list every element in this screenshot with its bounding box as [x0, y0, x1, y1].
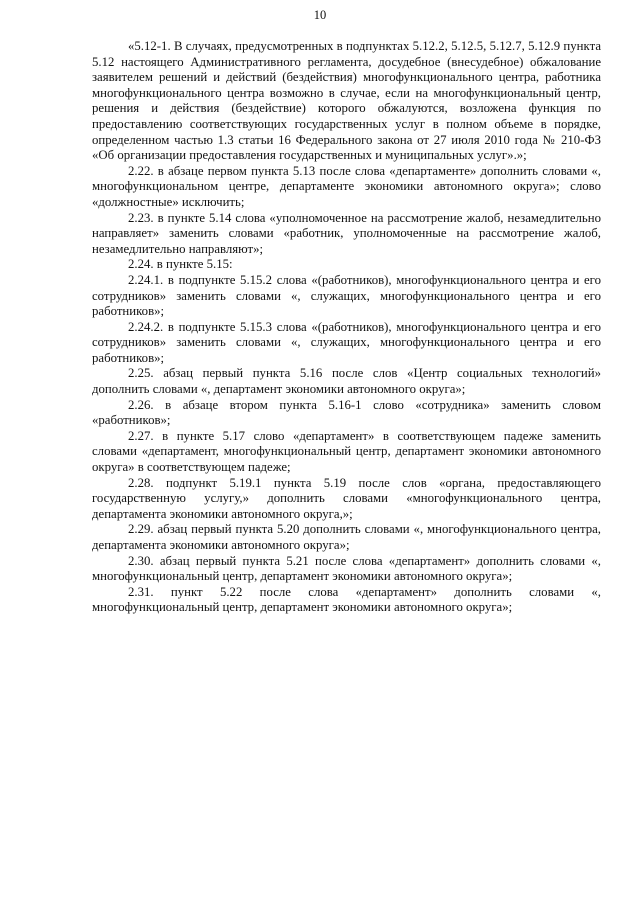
- page-number: 10: [313, 8, 327, 22]
- paragraph-2-24-1: 2.24.1. в подпункте 5.15.2 слова «(работников), многофункционального центра и его сотрудников» заменить словами «, служащих, многофункционального центра и его работников»;: [92, 272, 601, 319]
- paragraph-2-26: 2.26. в абзаце втором пункта 5.16-1 слово «сотрудника» заменить словом «работников»;: [92, 397, 601, 428]
- paragraph-2-29: 2.29. абзац первый пункта 5.20 дополнить словами «, многофункционального центра, департамента экономики автономного округа»;: [92, 522, 601, 552]
- paragraph-2-25: 2.25. абзац первый пункта 5.16 после слов «Центр социальных технологий» дополнить словами «, департамент экономики автономного округа»;: [92, 366, 601, 397]
- paragraph-2-27: 2.27. в пункте 5.17 слово «департамент» в соответствующем падеже заменить словами «департамент, многофункциональный центр, департамент экономики автономного округа» в соответствующем падеже;: [92, 428, 601, 475]
- paragraph-2-24-2: 2.24.2. в подпункте 5.15.3 слова «(работников), многофункционального центра и его сотрудников» заменить словами «, служащих, многофункционального центра и его работников»;: [92, 319, 601, 365]
- paragraph-2-23: 2.23. в пункте 5.14 слова «уполномоченное на рассмотрение жалоб, незамедлительно направляет» заменить словами «работник, уполномоченные на рассмотрение жалоб, незамедлительно направляют»;: [92, 210, 601, 256]
- paragraph-2-24: 2.24. в пункте 5.15:: [128, 257, 233, 272]
- paragraph-2-30: 2.30. абзац первый пункта 5.21 после слова «департамент» дополнить словами «, многофункциональный центр, департамент экономики автономного округа»;: [92, 553, 601, 584]
- paragraph-2-31: 2.31. пункт 5.22 после слова «департамент» дополнить словами «, многофункциональный центр, департамент экономики автономного округа»;: [92, 584, 601, 615]
- paragraph-2-22: 2.22. в абзаце первом пункта 5.13 после слова «департаменте» дополнить словами «, многофункциональном центре, департаменте экономики автономного округа»; слово «должностные» исключить;: [92, 163, 601, 209]
- document-body: [92, 39, 601, 616]
- paragraph-2-28: 2.28. подпункт 5.19.1 пункта 5.19 после слов «органа, предоставляющего государственную услугу,» дополнить словами «многофункционального центра, департамента экономики автономного округа,»;: [92, 475, 601, 521]
- paragraph-5-12-1: «5.12-1. В случаях, предусмотренных в подпунктах 5.12.2, 5.12.5, 5.12.7, 5.12.9 пункта 5.12 настоящего Административного регламента, досудебное (внесудебное) обжалование заявителем решений и действий (бездействия) многофункционального центра, работника многофункционального центра возможно в случае, если на многофункциональный центр, решения и действия (бездействие) которого обжалуются, возложена функция по предоставлению соответствующих государственных услуг в полном объеме в порядке, определенном частью 1.3 статьи 16 Федерального закона от 27 июля 2010 года № 210-ФЗ «Об организации предоставления государственных и муниципальных услуг».»;: [92, 39, 601, 163]
